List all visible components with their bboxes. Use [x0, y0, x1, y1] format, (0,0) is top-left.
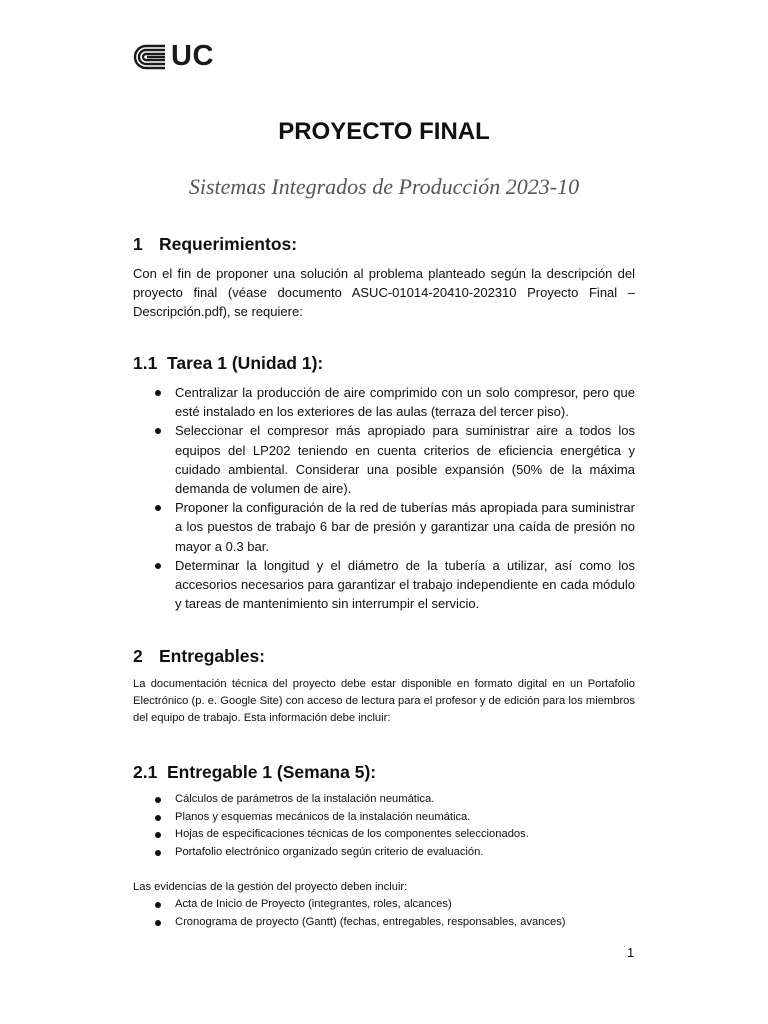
section-title: Tarea 1 (Unidad 1): [167, 353, 324, 373]
document-subtitle: Sistemas Integrados de Producción 2023-10 [188, 174, 580, 199]
list-item: Portafolio electrónico organizado según criterio de evaluación. [133, 844, 635, 862]
section-heading-entregable-1 [133, 762, 376, 783]
list-item: Proponer la configuración de la red de tuberías más apropiada para suministrar a los puestos de trabajo 6 bar de presión y garantizar una caída de presión no mayor a 0.3 bar. [133, 498, 635, 556]
section-heading-entregables [133, 646, 265, 667]
uc-logo-icon [133, 44, 167, 70]
list-item: Hojas de especificaciones técnicas de los componentes seleccionados. [133, 826, 635, 844]
section-heading-tarea-1 [133, 353, 323, 374]
entregable-1-list [133, 791, 635, 861]
requerimientos-paragraph: Con el fin de proponer una solución al problema planteado según la descripción del proyecto final (véase documento ASUC-01014-20410-202310 Proyecto Final – Descripción.pdf), se requiere: [133, 266, 635, 319]
logo-text: UC [171, 40, 214, 72]
section-number: 2.1 [133, 762, 158, 782]
entregables-paragraph: La documentación técnica del proyecto debe estar disponible en formato digital en un Portafolio Electrónico (p. e. Google Site) con acceso de lectura para el profesor y de edición para los miembros del equipo de trabajo. Esta información debe incluir: [133, 678, 635, 724]
uc-logo [133, 42, 214, 71]
list-item: Cálculos de parámetros de la instalación neumática. [133, 791, 635, 809]
section-title: Entregables: [159, 646, 265, 666]
section-number: 1 [133, 234, 143, 254]
list-item: Centralizar la producción de aire comprimido con un solo compresor, pero que esté instalado en los exteriores de las aulas (terraza del tercer piso). [133, 383, 635, 421]
document-title: PROYECTO FINAL [278, 118, 490, 145]
section-heading-requerimientos [133, 234, 297, 255]
page-number: 1 [627, 945, 635, 960]
list-item: Determinar la longitud y el diámetro de la tubería a utilizar, así como los accesorios necesarios para garantizar el trabajo independiente en cada módulo y tareas de mantenimiento sin interrumpir el servicio. [133, 556, 635, 614]
list-item: Seleccionar el compresor más apropiado para suministrar aire a todos los equipos del LP202 teniendo en cuenta criterios de eficiencia energética y cuidado ambiental. Considerar una posible expansión (50% de la máxima demanda de volumen de aire). [133, 421, 635, 498]
list-item: Planos y esquemas mecánicos de la instalación neumática. [133, 809, 635, 827]
list-item: Cronograma de proyecto (Gantt) (fechas, entregables, responsables, avances) [133, 914, 635, 932]
tarea-1-list [133, 383, 635, 613]
evidence-intro: Las evidencias de la gestión del proyecto deben incluir: [133, 881, 408, 893]
list-item: Acta de Inicio de Proyecto (integrantes, roles, alcances) [133, 896, 635, 914]
section-number: 1.1 [133, 353, 158, 373]
section-title: Requerimientos: [159, 234, 298, 254]
evidence-list [133, 896, 635, 931]
section-number: 2 [133, 646, 143, 666]
section-title: Entregable 1 (Semana 5): [167, 762, 377, 782]
